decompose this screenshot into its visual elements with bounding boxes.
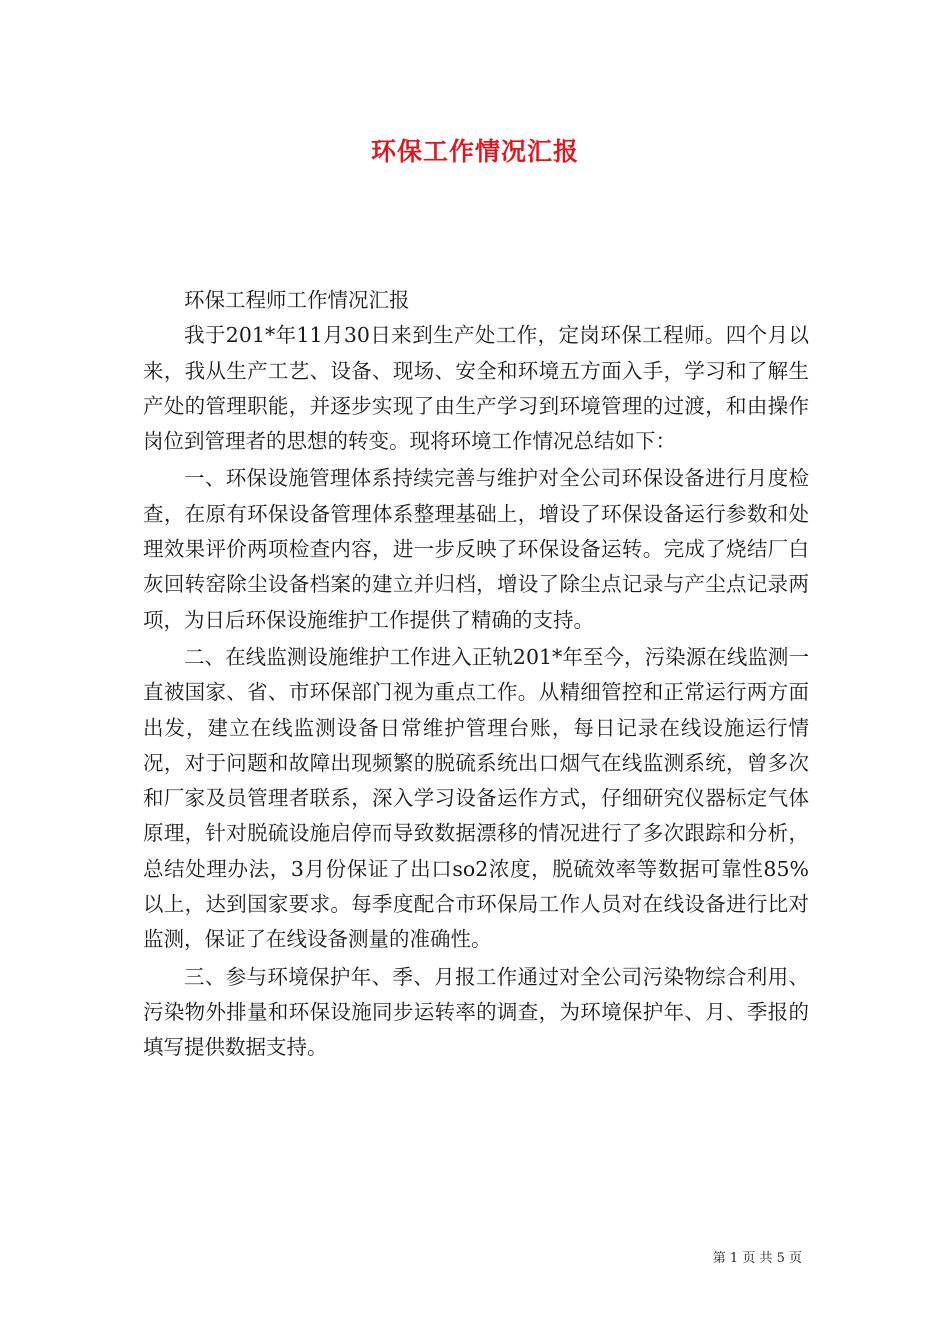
page-number: 第 1 页 共 5 页 [712, 1251, 802, 1266]
document-title: 环保工作情况汇报 [370, 137, 579, 166]
paragraph-subtitle: 环保工程师工作情况汇报 [184, 288, 410, 312]
paragraph-section-3: 三、参与环境保护年、季、月报工作通过对全公司污染物综合利用、污染物外排量和环保设施同步运转率的调查，为环境保护年、月、季报的填写提供数据支持。 [143, 964, 809, 1060]
paragraph-section-2: 二、在线监测设施维护工作进入正轨201*年至今，污染源在线监测一直被国家、省、市环保部门视为重点工作。从精细管控和正常运行两方面出发，建立在线监测设备日常维护管理台账，每日记录在线设施运行情况，对于问题和故障出现频繁的脱硫系统出口烟气在线监测系统，曾多次和厂家及员管理者联系，深入学习设备运作方式，仔细研究仪器标定气体原理，针对脱硫设施启停而导致数据漂移的情况进行了多次跟踪和分析，总结处理办法，3月份保证了出口so2浓度，脱硫效率等数据可靠性85%以上，达到国家要求。每季度配合市环保局工作人员对在线设备进行比对监测，保证了在线设备测量的准确性。 [143, 644, 809, 952]
paragraph-section-1: 一、环保设施管理体系持续完善与维护对全公司环保设备进行月度检查，在原有环保设备管理体系整理基础上，增设了环保设备运行参数和处理效果评价两项检查内容，进一步反映了环保设备运转。完成了烧结厂白灰回转窑除尘设备档案的建立并归档，增设了除尘点记录与产尘点记录两项，为日后环保设施维护工作提供了精确的支持。 [143, 466, 809, 632]
paragraph-intro: 我于201*年11月30日来到生产处工作，定岗环保工程师。四个月以来，我从生产工艺、设备、现场、安全和环境五方面入手，学习和了解生产处的管理职能，并逐步实现了由生产学习到环境管理的过渡，和由操作岗位到管理者的思想的转变。现将环境工作情况总结如下： [143, 323, 809, 454]
document-body [143, 283, 809, 1066]
